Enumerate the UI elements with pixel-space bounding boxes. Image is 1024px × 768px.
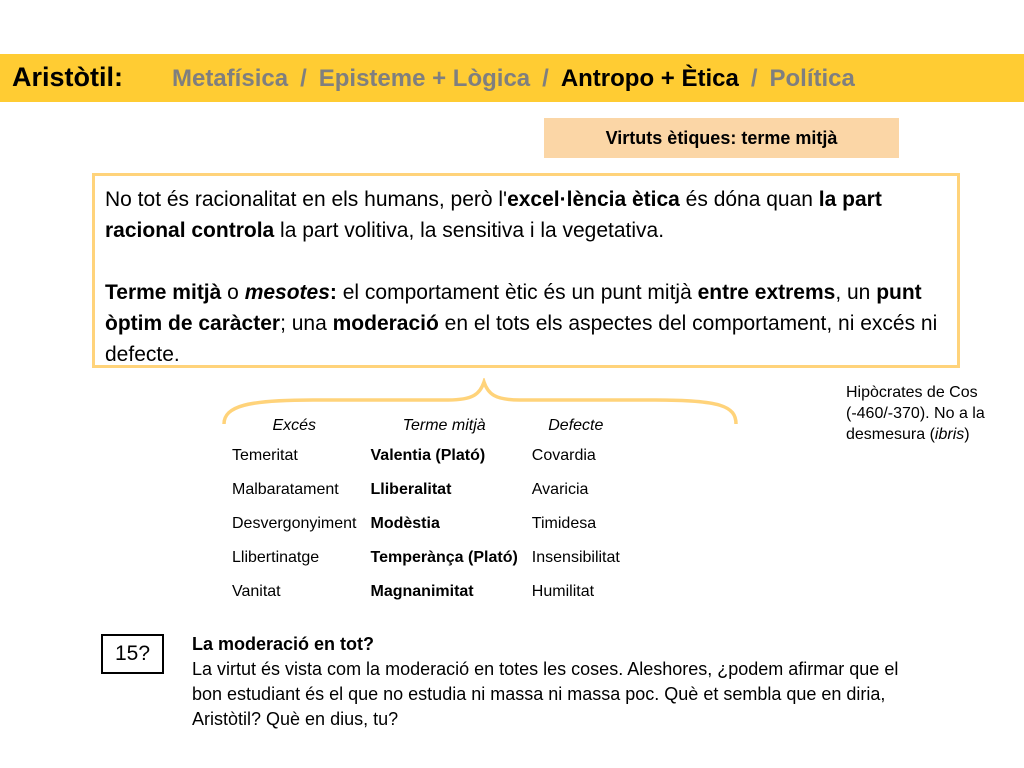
section-subtitle: Virtuts ètiques: terme mitjà bbox=[544, 118, 899, 158]
text-run: és dóna quan bbox=[679, 188, 819, 211]
table-row bbox=[225, 575, 627, 609]
text-run-bold: excel·lència ètica bbox=[507, 188, 680, 211]
deficiency-cell: Humilitat bbox=[531, 583, 595, 600]
mean-cell: Temperànça (Plató) bbox=[370, 549, 518, 566]
text-run: No tot és racionalitat en els humans, però l' bbox=[105, 188, 508, 211]
text-run-bold: punt òptim de caràcter bbox=[105, 281, 922, 335]
mean-cell: Lliberalitat bbox=[370, 481, 452, 498]
text-run: el comportament ètic és un punt mitjà bbox=[336, 281, 698, 304]
mean-cell: Valentia (Plató) bbox=[370, 447, 486, 464]
mean-cell: Modèstia bbox=[370, 515, 440, 532]
page-title: Aristòtil: bbox=[12, 62, 123, 92]
excess-cell: Llibertinatge bbox=[232, 549, 320, 566]
deficiency-cell: Timidesa bbox=[531, 515, 597, 532]
question-body: La virtut és vista com la moderació en totes les coses. Aleshores, ¿podem afirmar que el bon estudiant és el que no estudia ni massa ni massa poc. Què et sembla que en diria, Aristòtil? Què en dius, tu? bbox=[192, 659, 899, 729]
question-block bbox=[192, 632, 922, 732]
nav-item-metafisica[interactable]: Metafísica bbox=[172, 65, 289, 92]
nav-separator: / bbox=[542, 65, 549, 92]
table-row bbox=[225, 473, 627, 507]
excess-cell: Temeritat bbox=[232, 447, 298, 464]
table-row bbox=[225, 541, 627, 575]
table-row bbox=[225, 507, 627, 541]
paragraph-mean bbox=[105, 277, 947, 370]
text-run-bold: : bbox=[329, 281, 337, 304]
side-note-text: Hipòcrates de Cos (-460/-370). No a la desmesura ( bbox=[846, 384, 985, 443]
nav-item-episteme-logica[interactable]: Episteme + Lògica bbox=[318, 65, 531, 92]
excess-cell: Vanitat bbox=[232, 583, 281, 600]
virtues-table bbox=[225, 413, 627, 609]
header-bar bbox=[0, 54, 1024, 102]
nav-separator: / bbox=[750, 65, 758, 92]
side-note-italic: ibris bbox=[934, 426, 965, 443]
question-number-badge: 15? bbox=[101, 634, 164, 674]
excess-cell: Desvergonyiment bbox=[232, 515, 357, 532]
question-title: La moderació en tot? bbox=[192, 634, 375, 654]
side-note-close: ) bbox=[964, 426, 970, 443]
nav-separator: / bbox=[300, 65, 307, 92]
nav-item-politica[interactable]: Política bbox=[769, 65, 855, 92]
paragraph-excellence bbox=[105, 184, 947, 246]
column-header-exces: Excés bbox=[272, 417, 317, 434]
main-text-box bbox=[92, 173, 960, 368]
deficiency-cell: Avaricia bbox=[531, 481, 589, 498]
text-run: o bbox=[221, 281, 245, 304]
table-row bbox=[225, 439, 627, 473]
side-note bbox=[846, 382, 1021, 445]
table-header-row bbox=[225, 413, 627, 439]
nav-item-antropo-etica[interactable]: Antropo + Ètica bbox=[560, 65, 739, 92]
text-run: , un bbox=[835, 281, 877, 304]
column-header-defecte: Defecte bbox=[548, 417, 604, 434]
text-run-bold-italic: mesotes bbox=[244, 281, 330, 304]
text-run-bold: entre extrems bbox=[697, 281, 836, 304]
breadcrumb bbox=[172, 65, 855, 93]
text-run: en el tots els aspectes del comportament, ni excés ni defecte. bbox=[105, 312, 938, 366]
text-run: la part volitiva, la sensitiva i la vegetativa. bbox=[274, 219, 665, 242]
text-run-bold: Terme mitjà bbox=[105, 281, 222, 304]
text-run-bold: la part racional controla bbox=[105, 188, 882, 242]
excess-cell: Malbaratament bbox=[232, 481, 339, 498]
text-run-bold: moderació bbox=[332, 312, 439, 335]
deficiency-cell: Insensibilitat bbox=[531, 549, 620, 566]
deficiency-cell: Covardia bbox=[531, 447, 596, 464]
column-header-terme-mitja: Terme mitjà bbox=[402, 417, 486, 434]
text-run: ; una bbox=[280, 312, 333, 335]
mean-cell: Magnanimitat bbox=[370, 583, 474, 600]
